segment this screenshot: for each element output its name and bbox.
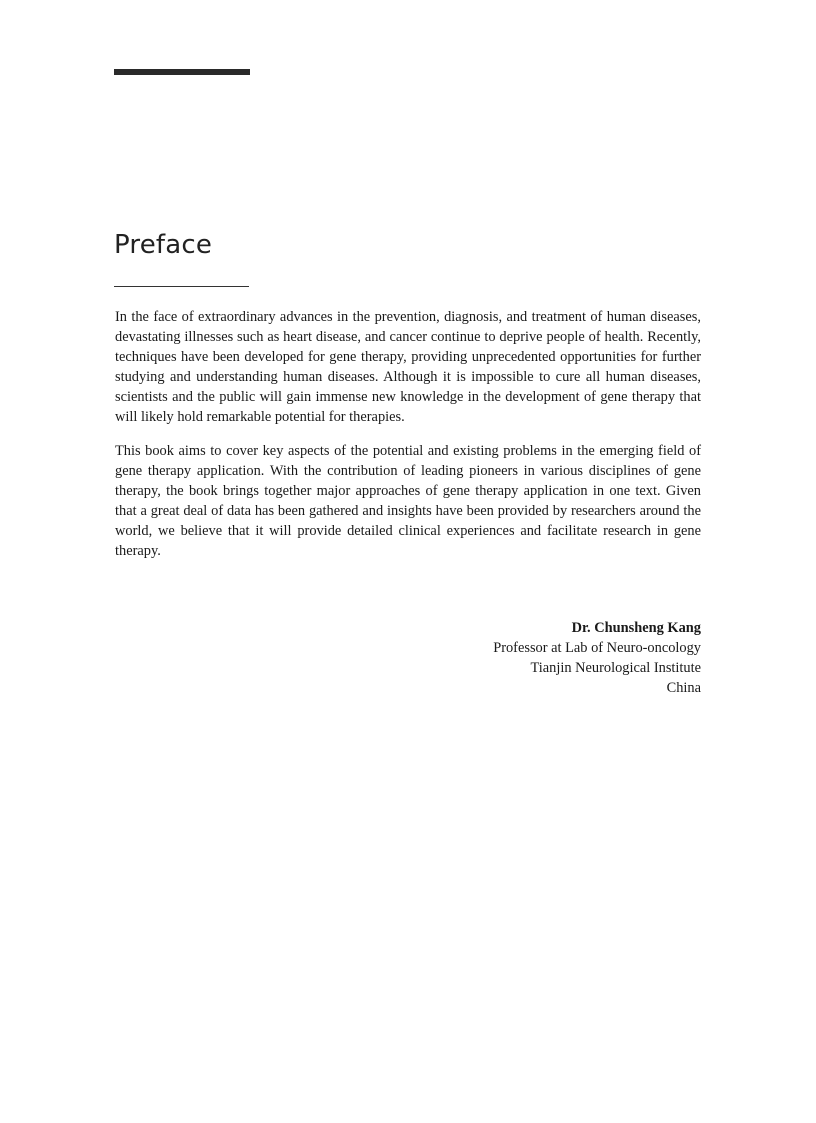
signature-block	[493, 618, 701, 698]
author-country: China	[666, 680, 701, 696]
top-decorative-rule	[114, 69, 250, 75]
page-title: Preface	[114, 230, 213, 260]
title-underline	[114, 286, 249, 287]
author-position: Professor at Lab of Neuro-oncology	[493, 640, 701, 656]
author-name: Dr. Chunsheng Kang	[571, 620, 701, 636]
author-institution: Tianjin Neurological Institute	[530, 660, 701, 676]
paragraph-1: In the face of extraordinary advances in the prevention, diagnosis, and treatment of human diseases, devastating illnesses such as heart disease, and cancer continue to deprive people of health. Recently, techniques have been developed for gene therapy, providing unprecedented opportunities for further studying and understanding human diseases. Although it is impossible to cure all human diseases, scientists and the public will gain immense new knowledge in the development of gene therapy that will likely hold remarkable potential for therapies.	[115, 309, 701, 425]
paragraph-2: This book aims to cover key aspects of the potential and existing problems in the emerging field of gene therapy application. With the contribution of leading pioneers in various disciplines of gene therapy, the book brings together major approaches of gene therapy application in one text. Given that a great deal of data has been gathered and insights have been provided by researchers around the world, we believe that it will provide detailed clinical experiences and facilitate research in gene therapy.	[115, 443, 701, 559]
preface-body	[115, 307, 701, 575]
